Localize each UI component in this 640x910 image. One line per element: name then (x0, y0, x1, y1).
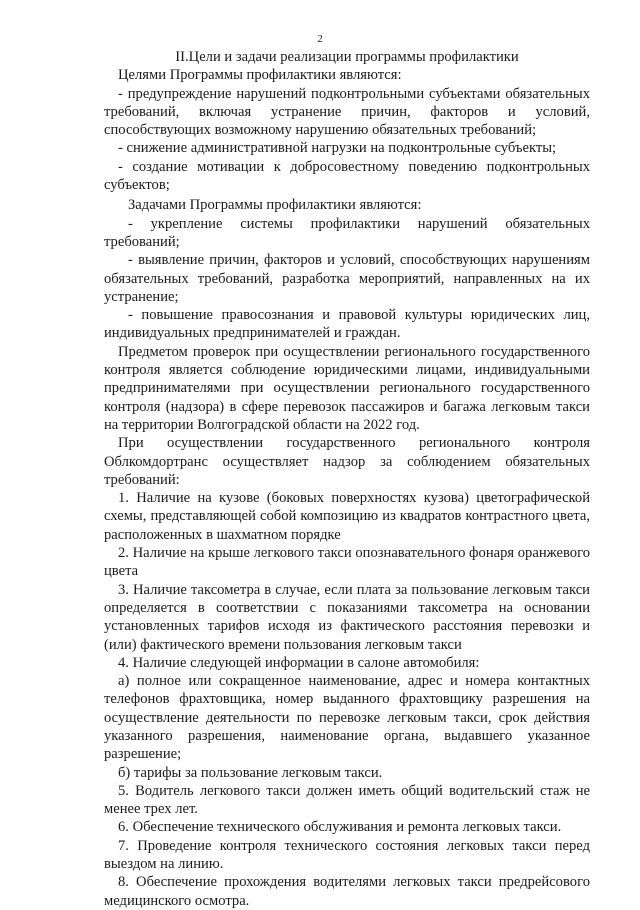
paragraph-goals-intro: Целями Программы профилактики являются: (118, 67, 402, 84)
paragraph-goal-3: - создание мотивации к добросовестному поведению подконтрольных субъектов; (104, 158, 590, 194)
section-title: II.Цели и задачи реализации программы профилактики (175, 49, 519, 65)
paragraph-item-4a: а) полное или сокращенное наименование, адрес и номера контактных телефонов фрахтовщика, номер выданного фрахтовщику разрешения на осуществление деятельности по перевозке легковым такси, срок действия указанного разрешения, наименование органа, выдавшего указанное разрешение; (104, 673, 590, 763)
paragraph-subject: Предметом проверок при осуществлении регионального государственного контроля является соблюдение юридическими лицами, индивидуальными предпринимателями при осуществлении регионального государственного контроля (надзора) в сфере перевозок пассажиров и багажа легковым такси на территории Волгоградской области на 2022 год. (104, 343, 590, 433)
paragraph-item-3: 3. Наличие таксометра в случае, если плата за пользование легковым такси определяется в соответствии с показаниями таксометра на основании установленных тарифов исходя из фактического расстояния перевозки и (или) фактического времени пользования легковым такси (104, 581, 590, 653)
paragraph-control-intro: При осуществлении государственного регионального контроля Облкомдортранс осуществляет надзор за соблюдением обязательных требований: (104, 435, 590, 488)
paragraph-item-4b: б) тарифы за пользование легковым такси. (118, 764, 383, 781)
paragraph-task-1: - укрепление системы профилактики нарушений обязательных требований; (104, 215, 590, 250)
paragraph-item-4: 4. Наличие следующей информации в салоне автомобиля: (118, 654, 480, 671)
document-body (104, 48, 590, 910)
paragraph-task-2: - выявление причин, факторов и условий, способствующих нарушениям обязательных требований, разработка мероприятий, направленных на их устранение; (104, 252, 590, 305)
paragraph-goal-1: - предупреждение нарушений подконтрольными субъектами обязательных требований, включая устранение причин, факторов и условий, способствующих возможному нарушению обязательных требований; (104, 85, 590, 139)
paragraph-task-3: - повышение правосознания и правовой культуры юридических лиц, индивидуальных предпринимателей и граждан. (104, 307, 590, 342)
paragraph-item-2: 2. Наличие на крыше легкового такси опознавательного фонаря оранжевого цвета (104, 545, 591, 580)
paragraph-goal-2: - снижение административной нагрузки на подконтрольные субъекты; (118, 140, 557, 157)
paragraph-item-6: 6. Обеспечение технического обслуживания и ремонта легковых такси. (118, 819, 562, 836)
paragraph-item-7: 7. Проведение контроля технического состояния легковых такси перед выездом на линию. (104, 837, 590, 873)
paragraph-item-5: 5. Водитель легкового такси должен иметь общий водительский стаж не менее трех лет. (104, 782, 590, 818)
paragraph-item-8: 8. Обеспечение прохождения водителями легковых такси предрейсового медицинского осмотра. (104, 874, 590, 909)
page-number: 2 (317, 33, 323, 45)
paragraph-item-1: 1. Наличие на кузове (боковых поверхностях кузова) цветографической схемы, представляющей собой композицию из квадратов контрастного цвета, расположенных в шахматном порядке (104, 490, 590, 543)
paragraph-tasks-intro: Задачами Программы профилактики являются: (128, 197, 422, 214)
